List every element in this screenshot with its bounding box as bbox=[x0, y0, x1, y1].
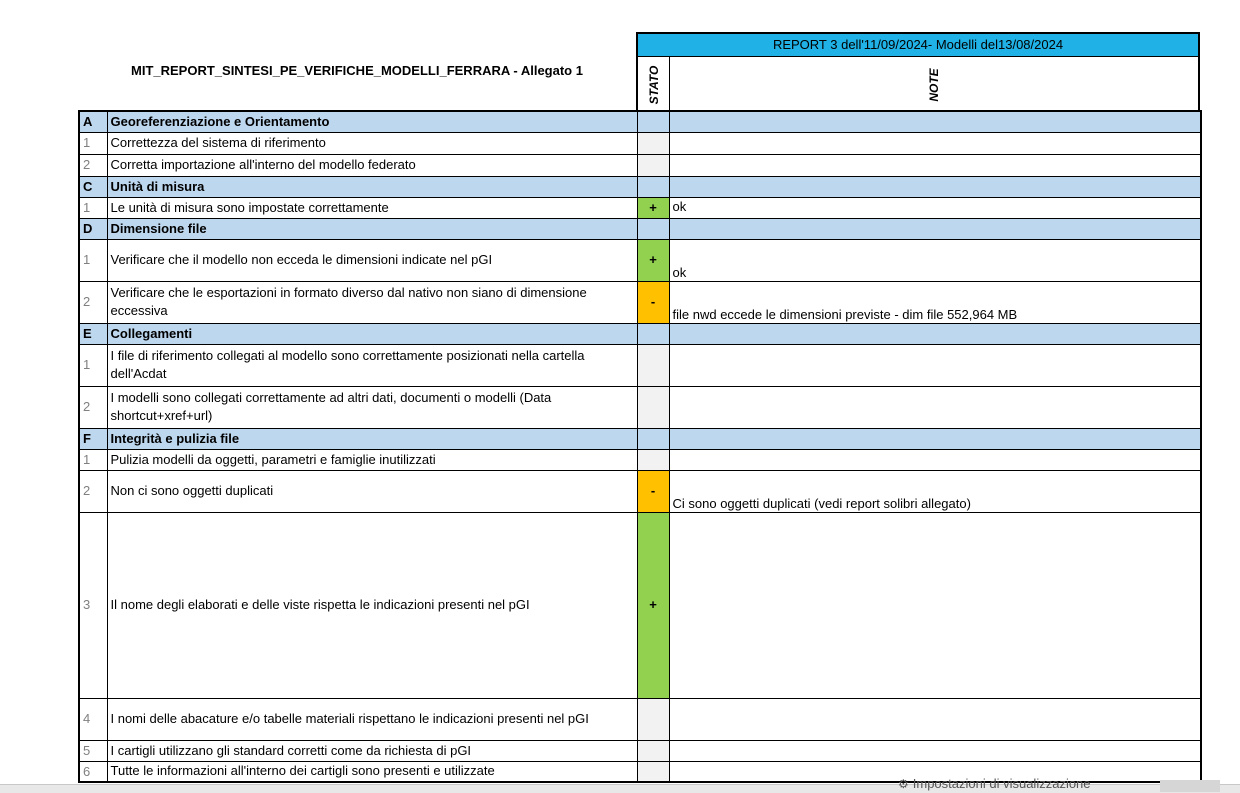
row-stato bbox=[637, 344, 669, 386]
row-stato bbox=[637, 698, 669, 740]
table-row bbox=[79, 449, 1201, 470]
note-header-text: NOTE bbox=[927, 67, 941, 102]
row-code: D bbox=[79, 218, 107, 239]
table-row bbox=[79, 470, 1201, 512]
row-note bbox=[669, 512, 1201, 698]
row-stato bbox=[637, 218, 669, 239]
note-column-header bbox=[670, 57, 1198, 112]
row-note bbox=[669, 176, 1201, 197]
report-title: REPORT 3 dell'11/09/2024- Modelli del13/08/2024 bbox=[638, 34, 1198, 57]
stato-column-header bbox=[638, 57, 670, 112]
row-note: Ci sono oggetti duplicati (vedi report solibri allegato) bbox=[669, 470, 1201, 512]
row-stato: - bbox=[637, 470, 669, 512]
table-row bbox=[79, 197, 1201, 218]
table-row bbox=[79, 176, 1201, 197]
row-stato bbox=[637, 176, 669, 197]
stato-header-text: STATO bbox=[646, 65, 661, 104]
row-note bbox=[669, 132, 1201, 154]
table-row bbox=[79, 323, 1201, 344]
row-stato bbox=[637, 761, 669, 782]
row-note bbox=[669, 154, 1201, 176]
row-note bbox=[669, 386, 1201, 428]
table-row bbox=[79, 386, 1201, 428]
row-description: I cartigli utilizzano gli standard corretti come da richiesta di pGI bbox=[107, 740, 637, 761]
row-code: 1 bbox=[79, 132, 107, 154]
row-code: C bbox=[79, 176, 107, 197]
row-code: 3 bbox=[79, 512, 107, 698]
row-description: Georeferenziazione e Orientamento bbox=[107, 111, 637, 132]
table-row bbox=[79, 239, 1201, 281]
row-code: F bbox=[79, 428, 107, 449]
row-description: Il nome degli elaborati e delle viste rispetta le indicazioni presenti nel pGI bbox=[107, 512, 637, 698]
table-row bbox=[79, 281, 1201, 323]
row-stato: + bbox=[637, 197, 669, 218]
row-note bbox=[669, 428, 1201, 449]
row-stato bbox=[637, 428, 669, 449]
document-title: MIT_REPORT_SINTESI_PE_VERIFICHE_MODELLI_FERRARA - Allegato 1 bbox=[131, 63, 583, 78]
row-code: 1 bbox=[79, 239, 107, 281]
row-code: 4 bbox=[79, 698, 107, 740]
row-stato: - bbox=[637, 281, 669, 323]
row-note bbox=[669, 218, 1201, 239]
row-code: 2 bbox=[79, 386, 107, 428]
row-code: 2 bbox=[79, 281, 107, 323]
report-header bbox=[636, 32, 1200, 110]
table-row bbox=[79, 218, 1201, 239]
row-note: ok bbox=[669, 239, 1201, 281]
row-description: Integrità e pulizia file bbox=[107, 428, 637, 449]
row-stato bbox=[637, 111, 669, 132]
row-description: Corretta importazione all'interno del modello federato bbox=[107, 154, 637, 176]
row-code: E bbox=[79, 323, 107, 344]
row-code: 2 bbox=[79, 154, 107, 176]
row-stato bbox=[637, 449, 669, 470]
row-code: 1 bbox=[79, 344, 107, 386]
table-row bbox=[79, 698, 1201, 740]
row-note bbox=[669, 698, 1201, 740]
row-code: 2 bbox=[79, 470, 107, 512]
row-description: Verificare che le esportazioni in formato diverso dal nativo non siano di dimensione eccessiva bbox=[107, 281, 637, 323]
row-code: 6 bbox=[79, 761, 107, 782]
row-description: Collegamenti bbox=[107, 323, 637, 344]
row-code: 5 bbox=[79, 740, 107, 761]
row-stato bbox=[637, 323, 669, 344]
row-description: I nomi delle abacature e/o tabelle materiali rispettano le indicazioni presenti nel pGI bbox=[107, 698, 637, 740]
table-row bbox=[79, 111, 1201, 132]
row-note: ok bbox=[669, 197, 1201, 218]
row-note bbox=[669, 740, 1201, 761]
verification-table bbox=[78, 110, 1202, 783]
row-note bbox=[669, 323, 1201, 344]
row-description: Dimensione file bbox=[107, 218, 637, 239]
table-row bbox=[79, 132, 1201, 154]
row-note: file nwd eccede le dimensioni previste - dim file 552,964 MB bbox=[669, 281, 1201, 323]
row-description: Unità di misura bbox=[107, 176, 637, 197]
row-stato bbox=[637, 132, 669, 154]
row-description: I file di riferimento collegati al modello sono correttamente posizionati nella cartella dell'Acdat bbox=[107, 344, 637, 386]
row-code: 1 bbox=[79, 197, 107, 218]
row-stato: + bbox=[637, 239, 669, 281]
row-stato bbox=[637, 386, 669, 428]
table-row bbox=[79, 740, 1201, 761]
row-description: I modelli sono collegati correttamente ad altri dati, documenti o modelli (Data shortcut+xref+url) bbox=[107, 386, 637, 428]
row-stato: + bbox=[637, 512, 669, 698]
display-settings-label: Impostazioni di visualizzazione bbox=[912, 776, 1091, 791]
table-row bbox=[79, 512, 1201, 698]
row-description: Verificare che il modello non ecceda le dimensioni indicate nel pGI bbox=[107, 239, 637, 281]
row-stato bbox=[637, 154, 669, 176]
row-code: A bbox=[79, 111, 107, 132]
row-stato bbox=[637, 740, 669, 761]
table-row bbox=[79, 154, 1201, 176]
row-description: Non ci sono oggetti duplicati bbox=[107, 470, 637, 512]
row-description: Correttezza del sistema di riferimento bbox=[107, 132, 637, 154]
row-note bbox=[669, 111, 1201, 132]
row-note bbox=[669, 449, 1201, 470]
row-description: Tutte le informazioni all'interno dei cartigli sono presenti e utilizzate bbox=[107, 761, 637, 782]
row-description: Le unità di misura sono impostate correttamente bbox=[107, 197, 637, 218]
row-code: 1 bbox=[79, 449, 107, 470]
display-settings-button[interactable] bbox=[898, 776, 1091, 791]
gear-icon: ⚙ bbox=[898, 777, 909, 791]
row-description: Pulizia modelli da oggetti, parametri e famiglie inutilizzati bbox=[107, 449, 637, 470]
table-row bbox=[79, 344, 1201, 386]
row-note bbox=[669, 344, 1201, 386]
table-row bbox=[79, 428, 1201, 449]
view-mode-button[interactable] bbox=[1160, 780, 1220, 792]
